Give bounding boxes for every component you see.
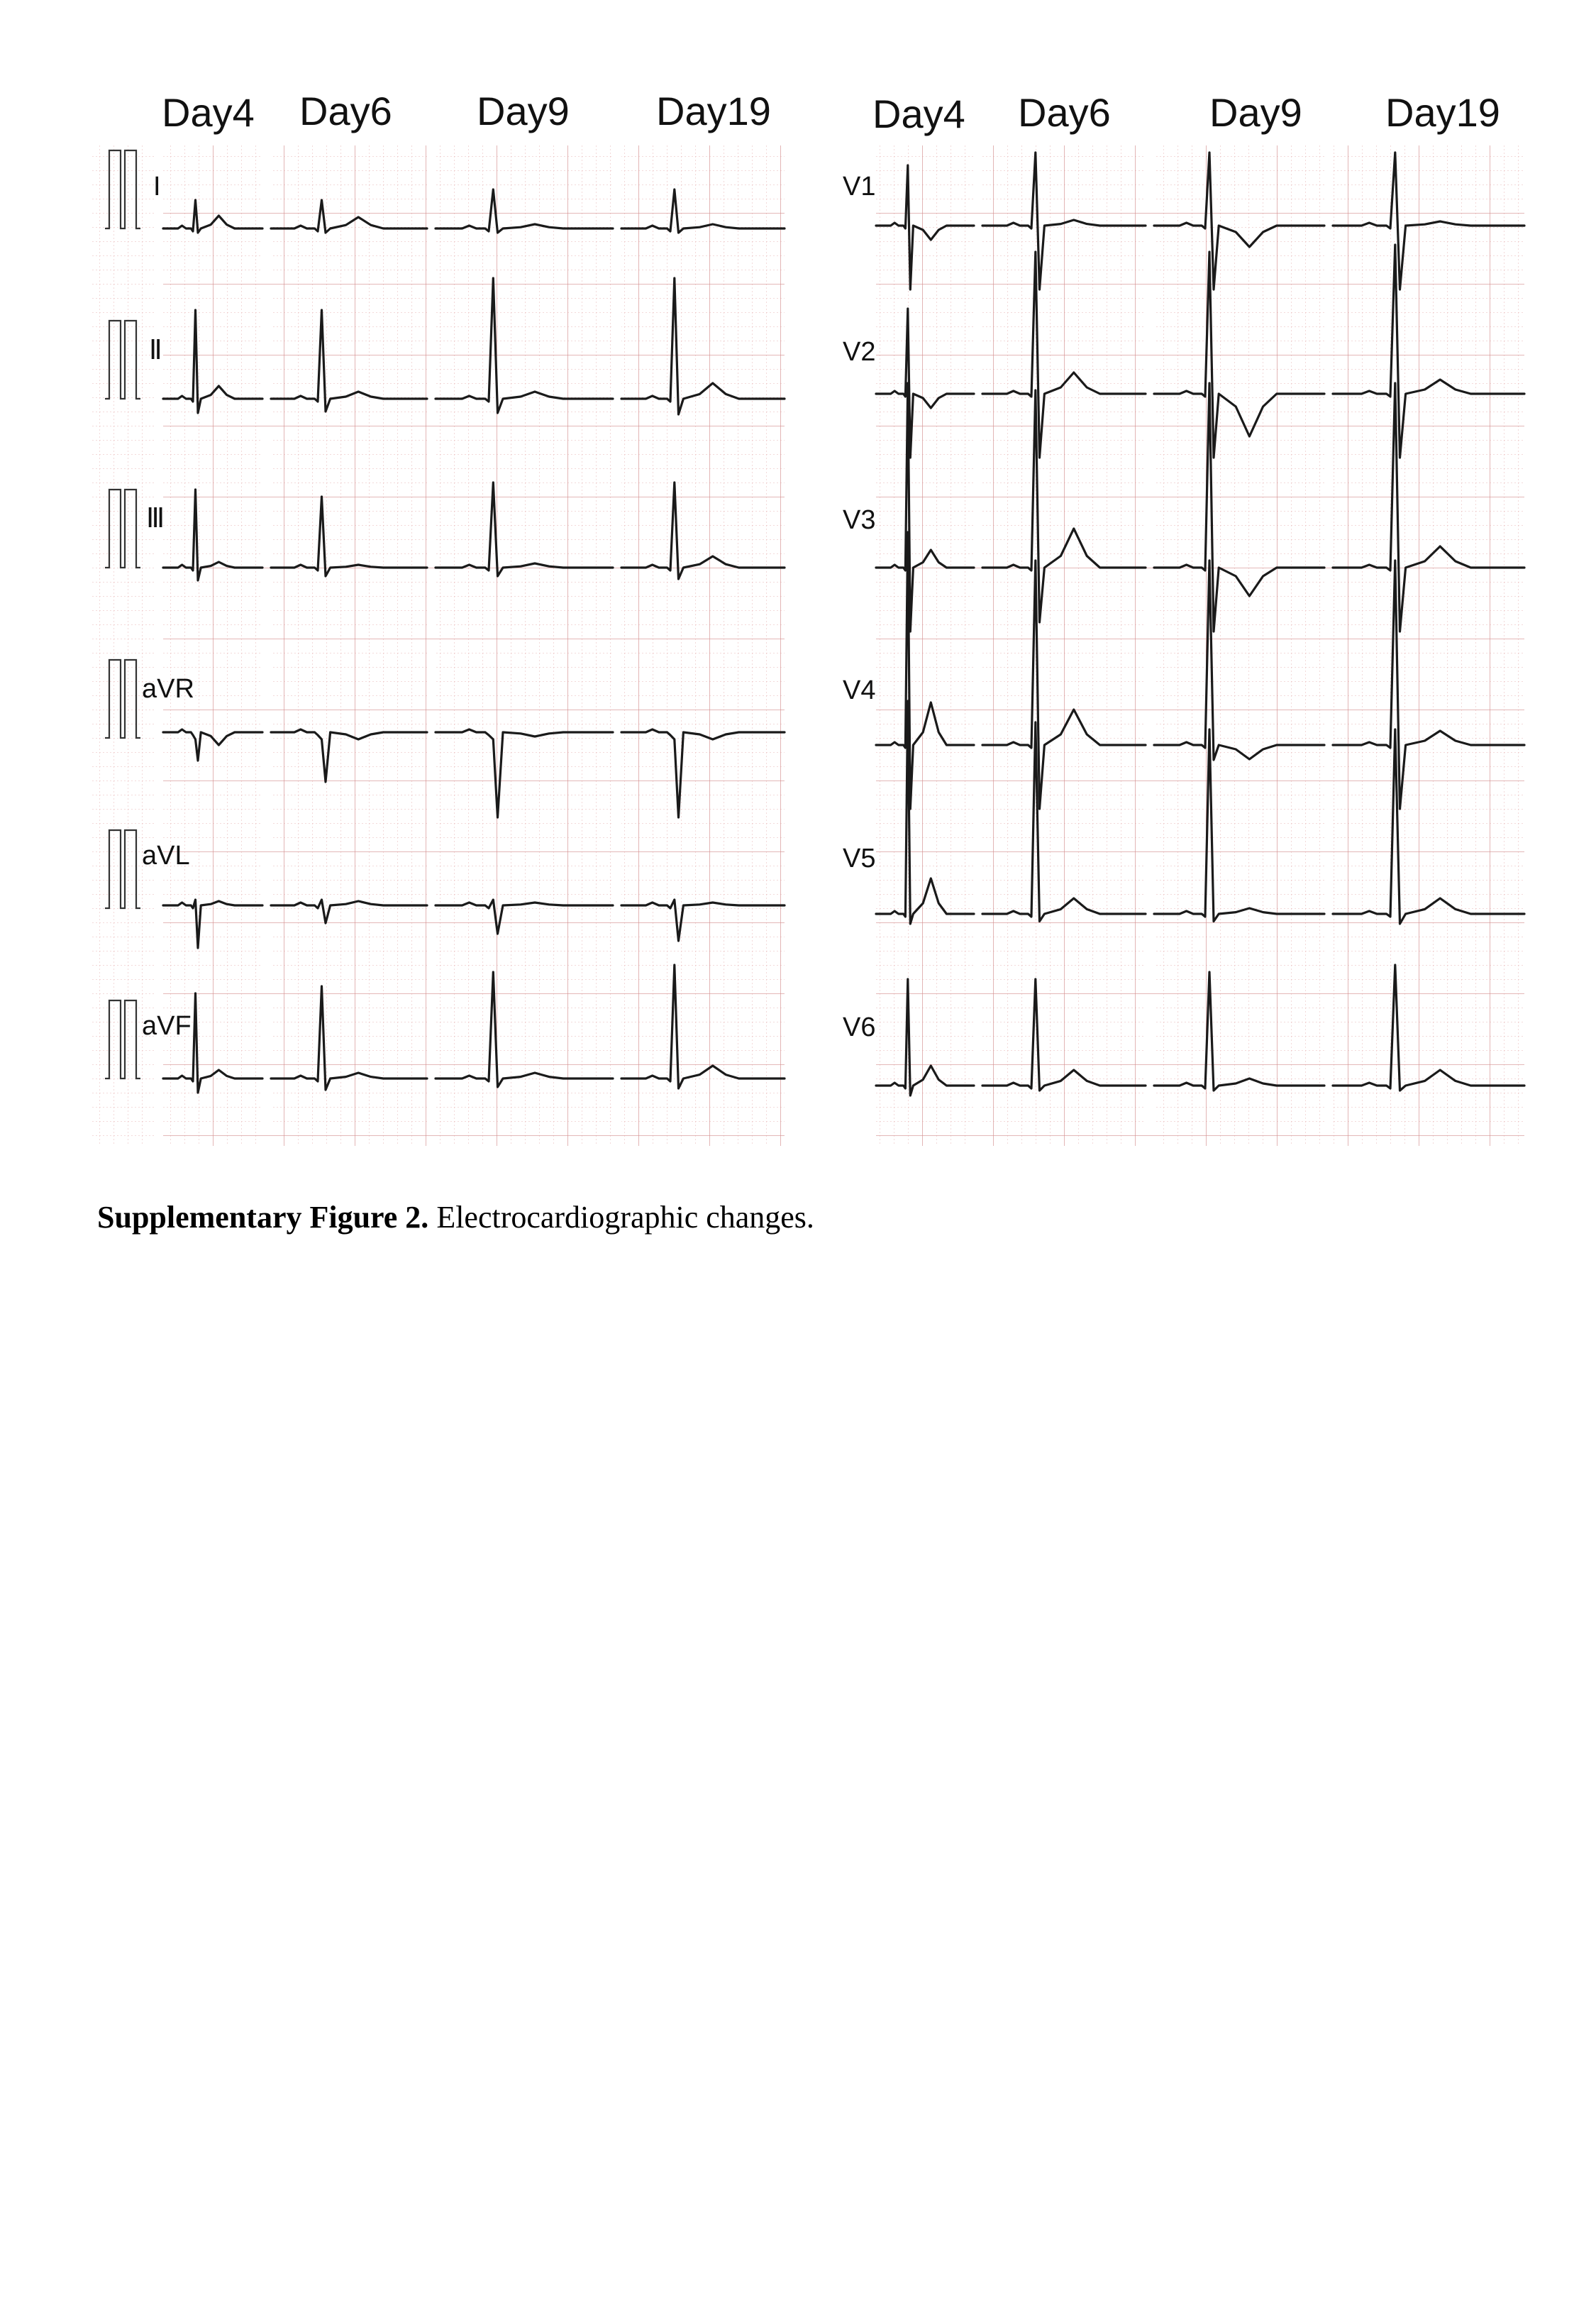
lead-label-V3: V3: [843, 505, 876, 535]
lead-label-II: Ⅱ: [149, 336, 162, 365]
caption-text: Electrocardiographic changes.: [428, 1200, 814, 1235]
day-label-right-3: Day9: [1209, 90, 1302, 135]
lead-label-V1: V1: [843, 172, 876, 202]
lead-label-III: Ⅲ: [146, 504, 165, 534]
day-label-left-4: Day19: [656, 89, 771, 133]
day-label-left-3: Day9: [477, 89, 570, 133]
day-label-left-1: Day4: [162, 90, 255, 135]
figure-caption: [97, 1199, 1516, 1235]
lead-label-aVF: aVF: [142, 1011, 192, 1041]
day-label-right-4: Day19: [1385, 90, 1500, 135]
lead-label-aVL: aVL: [142, 841, 190, 871]
day-label-right-2: Day6: [1018, 90, 1111, 135]
day-label-right-1: Day4: [872, 92, 965, 136]
lead-label-V5: V5: [843, 844, 876, 873]
precordial-leads-panel: [876, 145, 1524, 1146]
lead-label-I: I: [153, 172, 161, 202]
lead-label-V2: V2: [843, 337, 876, 367]
day-label-left-2: Day6: [299, 89, 392, 133]
lead-label-aVR: aVR: [142, 674, 194, 704]
caption-label: Supplementary Figure 2.: [97, 1200, 429, 1235]
limb-leads-panel: [91, 145, 785, 1146]
lead-label-V6: V6: [843, 1013, 876, 1042]
lead-label-V4: V4: [843, 675, 876, 705]
